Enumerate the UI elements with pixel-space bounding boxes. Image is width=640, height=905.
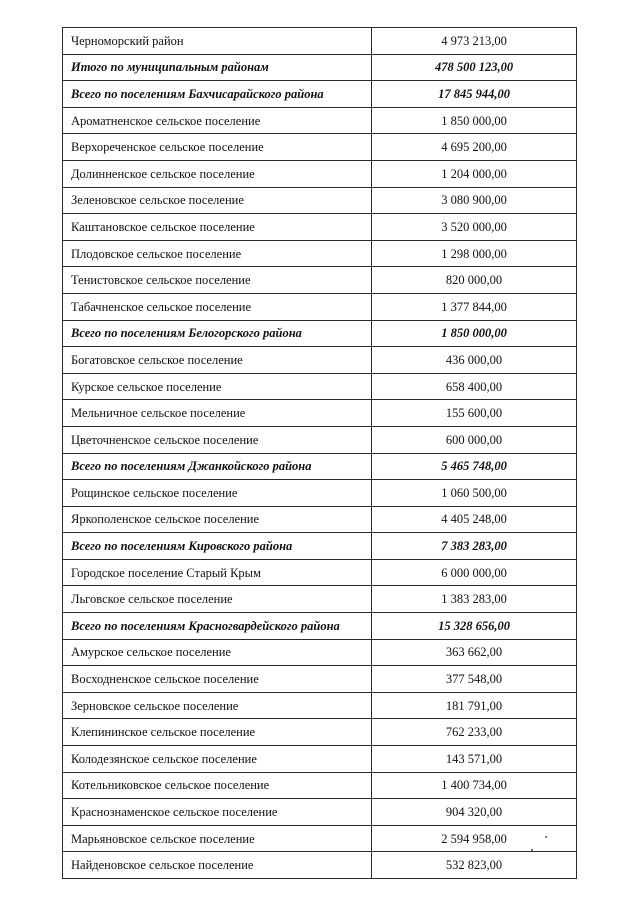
row-amount-cell: 363 662,00 (372, 639, 577, 666)
row-amount-cell: 1 850 000,00 (372, 320, 577, 347)
budget-table-body (63, 28, 577, 879)
row-amount-cell: 1 204 000,00 (372, 160, 577, 187)
table-row (63, 160, 577, 187)
row-amount-cell: 436 000,00 (372, 347, 577, 374)
row-name-cell: Котельниковское сельское поселение (63, 772, 372, 799)
table-row (63, 347, 577, 374)
row-amount-cell: 5 465 748,00 (372, 453, 577, 480)
row-amount-cell: 658 400,00 (372, 373, 577, 400)
table-row (63, 426, 577, 453)
table-row (63, 134, 577, 161)
row-name-cell: Курское сельское поселение (63, 373, 372, 400)
table-row (63, 267, 577, 294)
row-name-cell: Восходненское сельское поселение (63, 666, 372, 693)
table-row (63, 400, 577, 427)
row-amount-cell: 3 080 900,00 (372, 187, 577, 214)
table-row (63, 214, 577, 241)
row-amount-cell: 1 060 500,00 (372, 480, 577, 507)
row-name-cell: Амурское сельское поселение (63, 639, 372, 666)
table-row (63, 719, 577, 746)
row-name-cell: Черноморский район (63, 28, 372, 55)
table-row (63, 107, 577, 134)
row-name-cell: Зеленовское сельское поселение (63, 187, 372, 214)
table-row-total (63, 453, 577, 480)
row-name-cell: Богатовское сельское поселение (63, 347, 372, 374)
row-name-cell: Всего по поселениям Белогорского района (63, 320, 372, 347)
row-name-cell: Колодезянское сельское поселение (63, 746, 372, 773)
row-amount-cell: 1 850 000,00 (372, 107, 577, 134)
table-row (63, 586, 577, 613)
table-row (63, 373, 577, 400)
row-amount-cell: 2 594 958,00 (372, 825, 577, 852)
row-amount-cell: 4 973 213,00 (372, 28, 577, 55)
table-row (63, 799, 577, 826)
row-name-cell: Долинненское сельское поселение (63, 160, 372, 187)
row-name-cell: Цветочненское сельское поселение (63, 426, 372, 453)
row-amount-cell: 1 383 283,00 (372, 586, 577, 613)
row-name-cell: Зерновское сельское поселение (63, 692, 372, 719)
table-row-total (63, 533, 577, 560)
table-row (63, 28, 577, 55)
table-row (63, 506, 577, 533)
row-name-cell: Всего по поселениям Бахчисарайского района (63, 81, 372, 108)
scan-speck (545, 836, 547, 838)
row-name-cell: Мельничное сельское поселение (63, 400, 372, 427)
row-name-cell: Табачненское сельское поселение (63, 293, 372, 320)
row-name-cell: Городское поселение Старый Крым (63, 559, 372, 586)
table-row (63, 639, 577, 666)
row-name-cell: Клепининское сельское поселение (63, 719, 372, 746)
row-amount-cell: 143 571,00 (372, 746, 577, 773)
row-name-cell: Ароматненское сельское поселение (63, 107, 372, 134)
row-name-cell: Всего по поселениям Красногвардейского района (63, 613, 372, 640)
row-amount-cell: 1 377 844,00 (372, 293, 577, 320)
table-row (63, 825, 577, 852)
table-row-total (63, 613, 577, 640)
row-amount-cell: 6 000 000,00 (372, 559, 577, 586)
table-row (63, 692, 577, 719)
row-amount-cell: 532 823,00 (372, 852, 577, 879)
row-amount-cell: 377 548,00 (372, 666, 577, 693)
table-row (63, 772, 577, 799)
row-amount-cell: 478 500 123,00 (372, 54, 577, 81)
row-amount-cell: 17 845 944,00 (372, 81, 577, 108)
row-name-cell: Тенистовское сельское поселение (63, 267, 372, 294)
table-row (63, 559, 577, 586)
table-row-total (63, 81, 577, 108)
table-row-total (63, 320, 577, 347)
row-amount-cell: 820 000,00 (372, 267, 577, 294)
row-name-cell: Всего по поселениям Кировского района (63, 533, 372, 560)
scan-speck (531, 849, 533, 851)
row-name-cell: Краснознаменское сельское поселение (63, 799, 372, 826)
row-amount-cell: 4 405 248,00 (372, 506, 577, 533)
row-amount-cell: 1 400 734,00 (372, 772, 577, 799)
table-row (63, 480, 577, 507)
row-amount-cell: 181 791,00 (372, 692, 577, 719)
row-name-cell: Марьяновское сельское поселение (63, 825, 372, 852)
row-name-cell: Плодовское сельское поселение (63, 240, 372, 267)
table-row (63, 852, 577, 879)
row-amount-cell: 155 600,00 (372, 400, 577, 427)
table-row (63, 293, 577, 320)
row-name-cell: Рощинское сельское поселение (63, 480, 372, 507)
table-row (63, 240, 577, 267)
row-amount-cell: 762 233,00 (372, 719, 577, 746)
row-name-cell: Яркополенское сельское поселение (63, 506, 372, 533)
row-amount-cell: 904 320,00 (372, 799, 577, 826)
row-amount-cell: 3 520 000,00 (372, 214, 577, 241)
row-amount-cell: 15 328 656,00 (372, 613, 577, 640)
row-name-cell: Верхореченское сельское поселение (63, 134, 372, 161)
table-row-total (63, 54, 577, 81)
budget-table (62, 27, 577, 879)
row-name-cell: Каштановское сельское поселение (63, 214, 372, 241)
row-amount-cell: 600 000,00 (372, 426, 577, 453)
row-name-cell: Льговское сельское поселение (63, 586, 372, 613)
row-amount-cell: 4 695 200,00 (372, 134, 577, 161)
row-name-cell: Итого по муниципальным районам (63, 54, 372, 81)
table-row (63, 666, 577, 693)
table-row (63, 187, 577, 214)
row-name-cell: Найденовское сельское поселение (63, 852, 372, 879)
row-amount-cell: 7 383 283,00 (372, 533, 577, 560)
row-name-cell: Всего по поселениям Джанкойского района (63, 453, 372, 480)
row-amount-cell: 1 298 000,00 (372, 240, 577, 267)
table-row (63, 746, 577, 773)
